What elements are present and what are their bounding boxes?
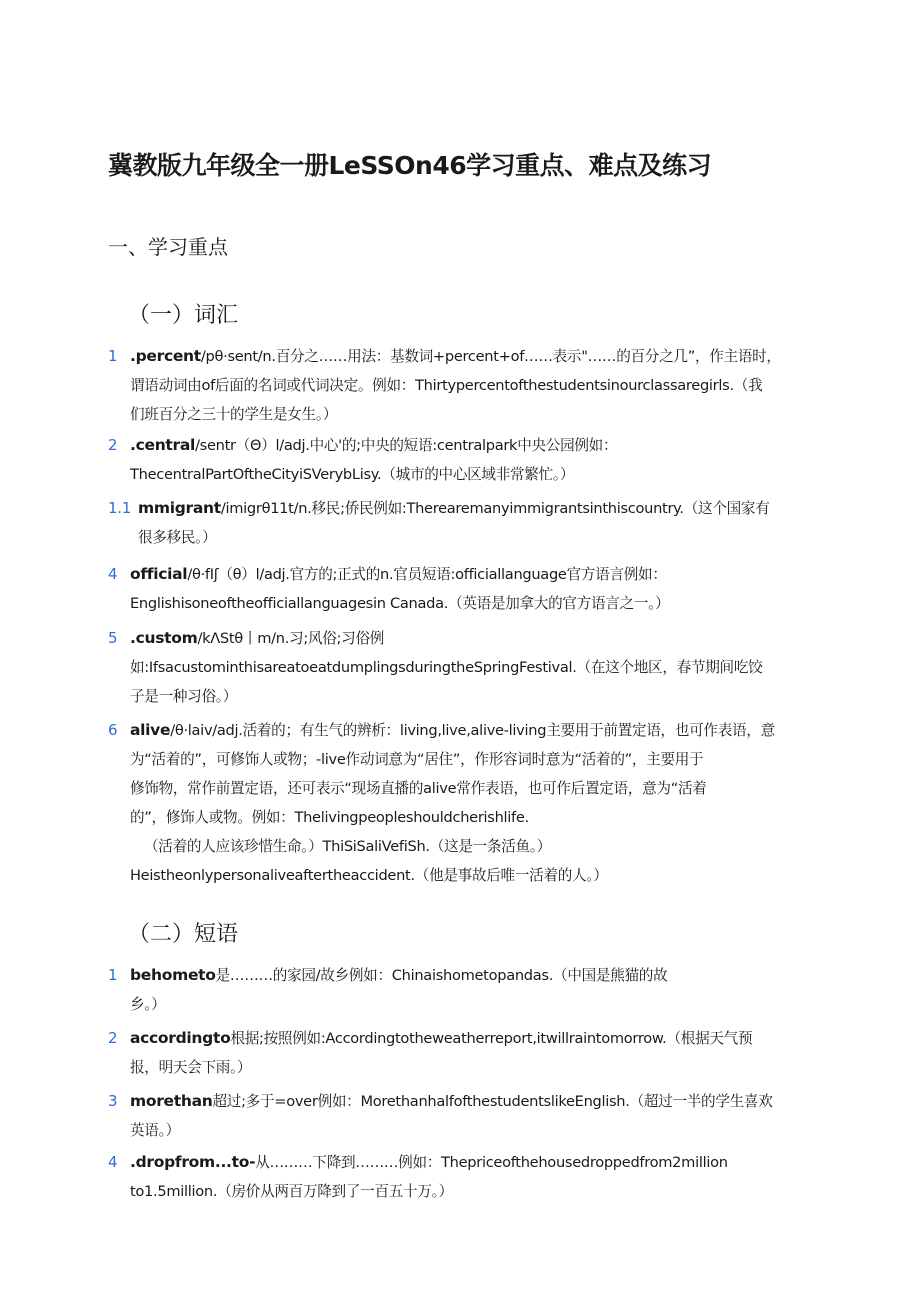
phrase-term: accordingto xyxy=(130,1029,231,1047)
item-number: 4 xyxy=(108,1153,118,1171)
vocab-term: mmigrant xyxy=(138,499,221,517)
vocab-line: /kΛStθ丨m/n.习;风俗;习俗例 xyxy=(197,630,385,647)
vocab-line: 修饰物，常作前置定语，还可表示“现场直播的alive常作表语，也可作后置定语，意为“活着 xyxy=(130,780,707,797)
phrase-item xyxy=(108,961,814,1019)
item-number: 2 xyxy=(108,436,118,454)
item-number: 1 xyxy=(108,966,118,984)
item-number: 2 xyxy=(108,1029,118,1047)
item-number: 1.1 xyxy=(108,499,131,517)
phrase-term: behometo xyxy=(130,966,216,984)
vocab-item xyxy=(108,560,814,618)
phrase-term: .dropfrom...to- xyxy=(130,1153,256,1171)
phrase-line: 从………下降到………例如：Thepriceofthehousedroppedfrom2million xyxy=(255,1154,728,1171)
vocab-line: Englishisoneoftheofficiallanguagesin Canada.（英语是加拿大的官方语言之一。） xyxy=(130,595,670,612)
vocab-term: .percent xyxy=(130,347,201,365)
vocab-line: 很多移民。） xyxy=(138,529,217,546)
vocab-item xyxy=(108,624,814,711)
vocab-line: /imigrθ11t/n.移民;侨民例如:Therearemanyimmigrantsinthiscountry.（这个国家有 xyxy=(220,500,770,517)
phrase-line: to1.5million.（房价从两百万降到了一百五十万。） xyxy=(130,1183,453,1200)
vocab-line: 如:IfsacustominthisareatoeatdumplingsduringtheSpringFestival.（在这个地区，春节期间吃饺 xyxy=(130,659,763,676)
vocab-item xyxy=(108,431,814,489)
phrase-line: 根据;按照例如:Accordingtotheweatherreport,itwillraintomorrow.（根据天气预 xyxy=(230,1030,753,1047)
phrase-item xyxy=(108,1148,814,1206)
vocab-line: /θ·laiv/adj.活着的；有生气的辨析：living,live,alive-living主要用于前置定语，也可作表语，意 xyxy=(170,722,775,739)
phrase-line: 英语。） xyxy=(130,1122,180,1139)
vocab-item xyxy=(108,342,814,429)
vocab-item xyxy=(108,716,814,890)
item-number: 1 xyxy=(108,347,118,365)
section-heading-key-points: 一、学习重点 xyxy=(108,235,228,259)
vocab-term: .central xyxy=(130,436,196,454)
vocab-line: /sentr（Θ）l/adj.中心'的;中央的短语:centralpark中央公园例如： xyxy=(195,437,618,454)
vocab-term: alive xyxy=(130,721,171,739)
vocab-line: /θ·fIʃ（θ）l/adj.官方的;正式的n.官员短语:officiallanguage官方语言例如： xyxy=(187,566,667,583)
page-title: 冀教版九年级全一册LeSSOn46学习重点、难点及练习 xyxy=(108,151,712,180)
vocab-heading: （一）词汇 xyxy=(128,303,239,328)
vocab-term: official xyxy=(130,565,188,583)
vocab-line: （活着的人应该珍惜生命。）ThiSiSaliVefiSh.（这是一条活鱼。） xyxy=(144,838,552,855)
item-number: 3 xyxy=(108,1092,118,1110)
item-number: 6 xyxy=(108,721,118,739)
item-number: 4 xyxy=(108,565,118,583)
vocab-line: 子是一种习俗。） xyxy=(130,688,238,705)
vocab-item xyxy=(108,494,814,552)
vocab-line: 为“活着的”，可修饰人或物；-live作动词意为“居住”，作形容词时意为“活着的”，主要用于 xyxy=(130,751,704,768)
vocab-line: ThecentralPartOftheCityiSVerybLisy.（城市的中心区域非常繁忙。） xyxy=(130,466,575,483)
vocab-line: /pθ·sent/n.百分之……用法：基数词+percent+of……表示"……的百分之几”，作主语时， xyxy=(200,348,781,365)
phrase-item xyxy=(108,1087,814,1145)
vocab-term: .custom xyxy=(130,629,198,647)
phrase-line: 乡。） xyxy=(130,996,166,1013)
vocab-line: 的”，修饰人或物。例如：Thelivingpeopleshouldcherishlife. xyxy=(130,809,529,826)
vocab-line: 们班百分之三十的学生是女生。） xyxy=(130,406,338,423)
phrase-line: 报，明天会下雨。） xyxy=(130,1059,252,1076)
phrase-line: 是………的家园/故乡例如：Chinaishometopandas.（中国是熊猫的故 xyxy=(215,967,668,984)
phrases-heading: （二）短语 xyxy=(128,922,239,947)
phrase-line: 超过;多于=over例如：MorethanhalfofthestudentslikeEnglish.（超过一半的学生喜欢 xyxy=(212,1093,773,1110)
item-number: 5 xyxy=(108,629,118,647)
vocab-line: Heistheonlypersonaliveaftertheaccident.（他是事故后唯一活着的人。） xyxy=(130,867,608,884)
vocab-line: 谓语动词由of后面的名词或代词决定。例如：Thirtypercentofthestudentsinourclassaregirls.（我 xyxy=(130,377,763,394)
phrase-item xyxy=(108,1024,814,1082)
phrase-term: morethan xyxy=(130,1092,213,1110)
